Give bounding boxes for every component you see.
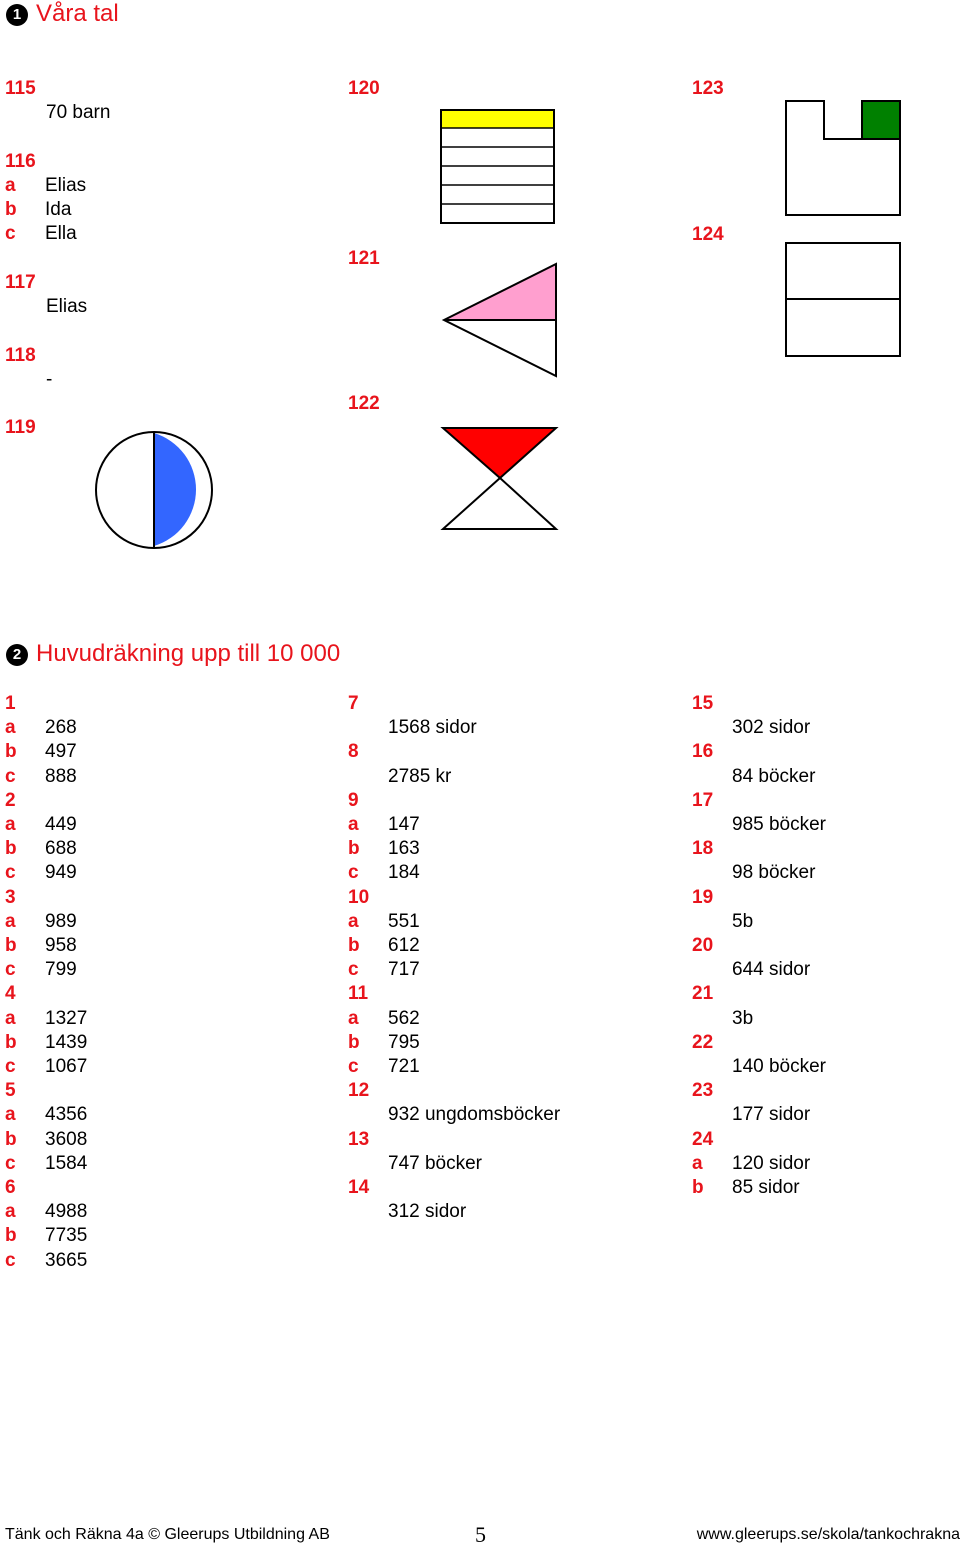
exercise-number: 8: [348, 741, 359, 763]
answer-row: [5, 1152, 335, 1176]
answer-row: [5, 934, 335, 958]
split-rectangle-figure: [786, 243, 900, 356]
answer-value: 147: [388, 814, 420, 835]
answer-row: [692, 1007, 957, 1031]
exercise-number: 22: [692, 1031, 714, 1053]
book-title: Tänk och Räkna 4a: [5, 1526, 144, 1543]
answer-value: 1568 sidor: [388, 717, 477, 739]
answer-row: [5, 740, 335, 764]
answer-label: a: [348, 910, 359, 932]
exercise-number: 14: [348, 1177, 370, 1198]
answer-label: c: [5, 1152, 16, 1174]
answer-value: 721: [388, 1056, 420, 1077]
answer-label: a: [5, 1007, 16, 1029]
exercise-number: 20: [692, 935, 714, 956]
exercise-number: 21: [692, 983, 714, 1005]
answer-value: 497: [45, 741, 77, 763]
answer-value: 799: [45, 959, 77, 981]
exercise-number: 122: [348, 393, 380, 414]
answer-label: a: [5, 814, 16, 835]
exercise-number: 124: [692, 224, 724, 245]
answer-row: [5, 861, 335, 885]
answer-label: c: [5, 862, 16, 884]
answer-row: [348, 958, 678, 982]
exercise-number: 1: [5, 693, 16, 714]
exercise-number: 12: [348, 1080, 370, 1102]
answer-row: [348, 910, 678, 934]
exercise-number: 6: [5, 1177, 16, 1198]
striped-rectangle-figure: [441, 110, 554, 223]
answer: 70 barn: [46, 102, 111, 123]
section-number-badge: 2: [6, 644, 28, 666]
answer-value: 177 sidor: [732, 1104, 811, 1126]
section2-heading: [6, 640, 340, 668]
answer-value: 1067: [45, 1056, 88, 1077]
answer-value: 989: [45, 910, 77, 932]
answer-row: [5, 1128, 335, 1152]
exercise-number: 115: [5, 78, 36, 99]
exercise-number: 3: [5, 886, 16, 908]
exercise-number: 18: [692, 838, 714, 860]
answer-row: [692, 1176, 957, 1200]
answer-row: [348, 1007, 678, 1031]
answer-value: 562: [388, 1007, 420, 1029]
answer-value: 184: [388, 862, 420, 884]
exercise-number: 16: [692, 741, 714, 763]
answer: -: [46, 369, 53, 390]
answer-value: 4988: [45, 1201, 88, 1223]
notched-rectangle-figure: [786, 101, 900, 215]
answer-value: 302 sidor: [732, 717, 811, 739]
answer-row: [5, 958, 335, 982]
answer-label: a: [692, 1152, 703, 1174]
exercise-number: 19: [692, 886, 714, 908]
answer-label: c: [348, 1056, 359, 1077]
answer-value: 84 böcker: [732, 765, 816, 787]
answer-row: [5, 1031, 335, 1055]
answer-label: b: [5, 1031, 17, 1053]
answer-label: a: [5, 175, 16, 196]
answer-value: 1584: [45, 1152, 88, 1174]
section-title: Våra tal: [36, 0, 119, 27]
answer-row: [348, 765, 678, 789]
answer-label: b: [5, 199, 17, 220]
answer-value: 98 böcker: [732, 862, 816, 884]
answer-row: [5, 813, 335, 837]
answer-label: c: [5, 1056, 16, 1077]
answer-label: b: [692, 1177, 704, 1198]
exercise-number: 23: [692, 1080, 714, 1102]
answer-label: b: [5, 1128, 17, 1150]
footer-url[interactable]: www.gleerups.se/skola/tankochrakna: [696, 1526, 960, 1543]
answer-value: 4356: [45, 1104, 88, 1126]
exercise-number: 24: [692, 1128, 714, 1150]
answer-label: b: [5, 935, 17, 956]
answer-value: 85 sidor: [732, 1177, 800, 1198]
exercise-number: 11: [348, 983, 369, 1005]
answer-value: Ida: [45, 199, 72, 220]
exercise-number: 9: [348, 789, 359, 811]
answer-label: b: [348, 838, 360, 860]
answer-label: b: [5, 838, 17, 860]
answer-value: 551: [388, 910, 420, 932]
hourglass-figure: [443, 428, 556, 529]
answer-row: [5, 1249, 335, 1273]
answer-row: [5, 1007, 335, 1031]
answer-row: [5, 765, 335, 789]
exercise-number: 15: [692, 693, 714, 714]
answer-label: c: [5, 959, 16, 981]
answer-label: b: [348, 1031, 360, 1053]
answer-row: [348, 716, 678, 740]
exercise-number: 117: [5, 272, 36, 293]
section-title: Huvudräkning upp till 10 000: [36, 640, 341, 667]
answer-row: [5, 1055, 335, 1079]
answer-label: a: [348, 814, 359, 835]
answer-value: 795: [388, 1031, 420, 1053]
answer-row: [348, 934, 678, 958]
answer-label: a: [5, 1201, 16, 1223]
answer-row: [348, 1103, 678, 1127]
answer-row: [5, 910, 335, 934]
publisher: Gleerups Utbildning AB: [164, 1526, 330, 1543]
answer-value: 644 sidor: [732, 959, 811, 981]
footer-left: [5, 1522, 330, 1548]
page-number: 5: [475, 1522, 486, 1547]
answer-label: a: [5, 1104, 16, 1126]
answer-row: [692, 765, 957, 789]
half-circle-figure: [96, 432, 212, 548]
answer-row: [348, 1055, 678, 1079]
answer-label: c: [348, 959, 359, 981]
answer-value: Elias: [45, 175, 87, 196]
answer-value: 3608: [45, 1128, 88, 1150]
answer-value: 717: [388, 959, 420, 981]
answer-row: [348, 837, 678, 861]
triangle-figure: [444, 264, 556, 376]
answer-row: [692, 958, 957, 982]
answer-label: a: [348, 1007, 359, 1029]
answer-value: 1327: [45, 1007, 88, 1029]
answer-row: [692, 910, 957, 934]
answer-row: [692, 716, 957, 740]
answer-value: 120 sidor: [732, 1152, 811, 1174]
answer-row: [5, 716, 335, 740]
answer-value: 163: [388, 838, 420, 860]
answer-row: [692, 1152, 957, 1176]
exercise-number: 17: [692, 789, 714, 811]
answer-label: c: [348, 862, 359, 884]
answer-label: b: [5, 741, 17, 763]
answer-row: [692, 1103, 957, 1127]
answer-row: [348, 1031, 678, 1055]
answer-value: 888: [45, 765, 77, 787]
answer-value: 958: [45, 935, 77, 956]
answer-value: 449: [45, 814, 77, 835]
exercise-number: 116: [5, 151, 36, 172]
answer-label: b: [5, 1225, 17, 1247]
exercise-number: 13: [348, 1128, 370, 1150]
answer-value: 3665: [45, 1249, 88, 1271]
exercise-number: 7: [348, 693, 359, 714]
answer-row: [348, 1200, 678, 1224]
answer-value: 747 böcker: [388, 1152, 483, 1174]
answer-value: 985 böcker: [732, 814, 827, 835]
exercise-number: 10: [348, 886, 370, 908]
exercise-number: 118: [5, 345, 36, 366]
exercise-number: 5: [5, 1080, 16, 1102]
answer-row: [348, 861, 678, 885]
answer-value: 312 sidor: [388, 1201, 467, 1223]
answer-row: [348, 1152, 678, 1176]
answer-value: Ella: [45, 223, 77, 244]
exercise-number: 120: [348, 78, 380, 99]
answer-row: [5, 837, 335, 861]
answer-row: [692, 861, 957, 885]
answer-row: [5, 1200, 335, 1224]
answer-label: c: [5, 765, 16, 787]
answer-value: 612: [388, 935, 420, 956]
fraction-shapes: [0, 0, 960, 560]
exercise-number: 2: [5, 789, 16, 811]
answer-value: 2785 kr: [388, 765, 452, 787]
answer-row: [348, 813, 678, 837]
answer: Elias: [46, 296, 88, 317]
answer-value: 7735: [45, 1225, 88, 1247]
section-number-badge: 1: [6, 4, 28, 26]
answer-label: b: [348, 935, 360, 956]
answer-value: 932 ungdomsböcker: [388, 1104, 561, 1126]
answer-label: c: [5, 223, 16, 244]
answer-label: c: [5, 1249, 16, 1271]
answer-row: [5, 1103, 335, 1127]
answer-value: 688: [45, 838, 77, 860]
answer-row: [5, 1224, 335, 1248]
answer-value: 1439: [45, 1031, 88, 1053]
answer-value: 3b: [732, 1007, 754, 1029]
exercise-number: 4: [5, 983, 16, 1005]
answer-label: a: [5, 910, 16, 932]
answer-label: a: [5, 717, 16, 739]
exercise-number: 121: [348, 248, 380, 269]
exercise-number: 123: [692, 78, 724, 99]
answer-value: 268: [45, 717, 77, 739]
exercise-number: 119: [5, 417, 36, 438]
answer-row: [692, 813, 957, 837]
answer-value: 140 böcker: [732, 1056, 827, 1077]
copyright-icon: ©: [148, 1526, 160, 1543]
answer-value: 949: [45, 862, 77, 884]
answer-row: [692, 1055, 957, 1079]
answer-value: 5b: [732, 910, 754, 932]
